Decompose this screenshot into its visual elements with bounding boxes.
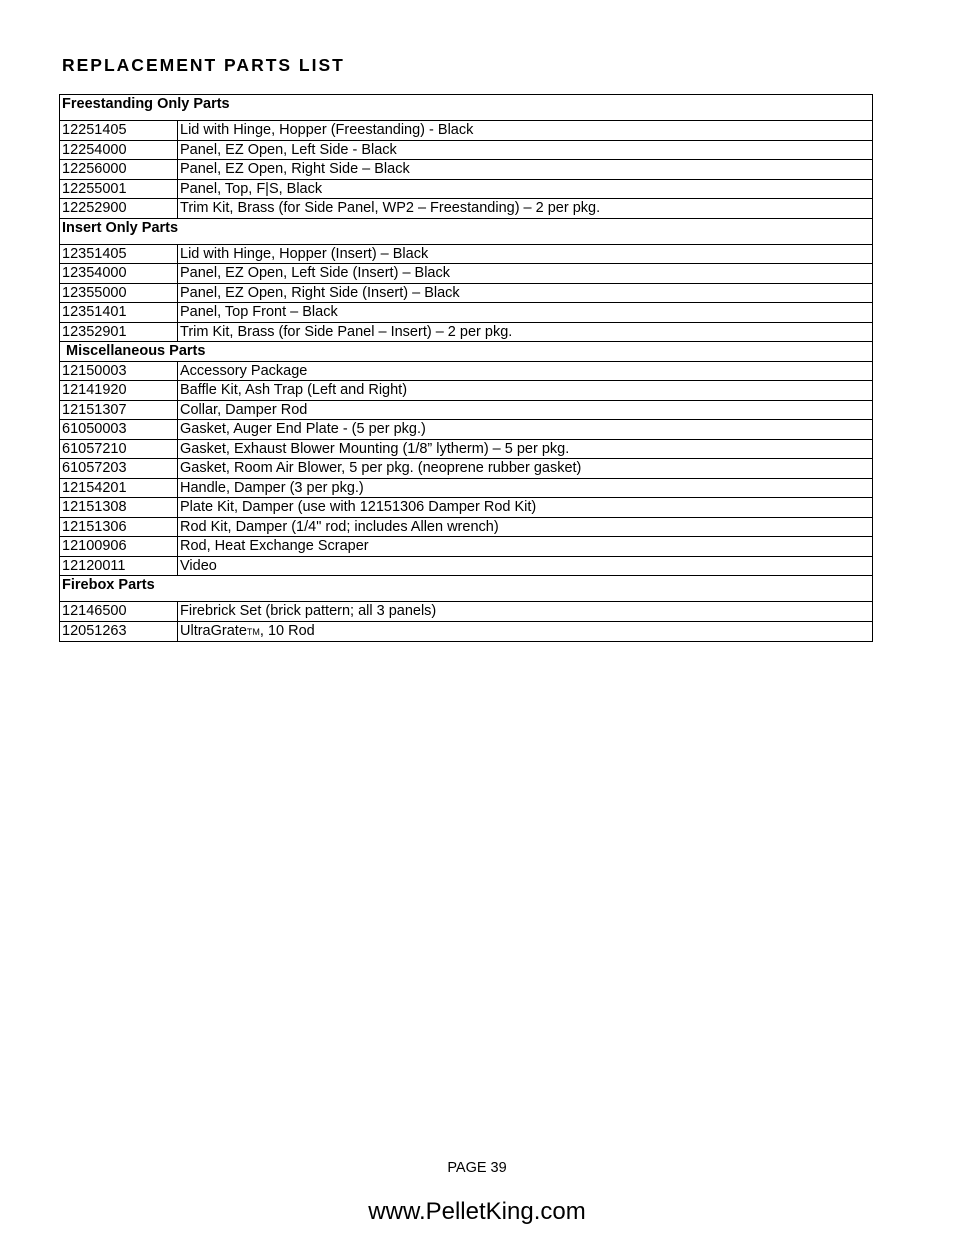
part-number: 12151306: [60, 517, 178, 537]
part-description: Lid with Hinge, Hopper (Insert) – Black: [178, 244, 873, 264]
table-row: [60, 517, 873, 537]
part-number: 61050003: [60, 420, 178, 440]
table-row: [60, 459, 873, 479]
section-title: Freestanding Only Parts: [60, 95, 873, 121]
section-title: Insert Only Parts: [60, 218, 873, 244]
table-row: [60, 400, 873, 420]
part-number: 12255001: [60, 179, 178, 199]
part-number: 12256000: [60, 160, 178, 180]
part-number: 12351401: [60, 303, 178, 323]
table-row: [60, 264, 873, 284]
table-row: [60, 303, 873, 323]
part-number: 12352901: [60, 322, 178, 342]
page-number: PAGE 39: [447, 1160, 507, 1176]
part-number: 12354000: [60, 264, 178, 284]
table-row: [60, 602, 873, 622]
trademark-mark: TM: [246, 626, 260, 637]
part-description-name: UltraGrate: [180, 622, 247, 639]
part-description: Trim Kit, Brass (for Side Panel – Insert) – 2 per pkg.: [178, 322, 873, 342]
section-title: Miscellaneous Parts: [60, 342, 873, 362]
part-number: 12150003: [60, 361, 178, 381]
part-description: Gasket, Exhaust Blower Mounting (1/8” lytherm) – 5 per pkg.: [178, 439, 873, 459]
section-header-freestanding: [60, 95, 873, 121]
table-row: [60, 556, 873, 576]
table-row: [60, 361, 873, 381]
table-row: [60, 381, 873, 401]
part-description: Panel, EZ Open, Right Side (Insert) – Black: [178, 283, 873, 303]
part-description: Collar, Damper Rod: [178, 400, 873, 420]
part-number: 12146500: [60, 602, 178, 622]
part-description: Gasket, Auger End Plate - (5 per pkg.): [178, 420, 873, 440]
table-row: [60, 478, 873, 498]
table-row: [60, 420, 873, 440]
part-description: Panel, EZ Open, Right Side – Black: [178, 160, 873, 180]
part-description: Plate Kit, Damper (use with 12151306 Damper Rod Kit): [178, 498, 873, 518]
part-number: 12151307: [60, 400, 178, 420]
part-description: Panel, EZ Open, Left Side (Insert) – Black: [178, 264, 873, 284]
table-row: [60, 537, 873, 557]
table-row: [60, 322, 873, 342]
table-row: [60, 179, 873, 199]
part-number: 12100906: [60, 537, 178, 557]
website-url: www.PelletKing.com: [368, 1198, 586, 1225]
table-row: [60, 439, 873, 459]
part-number: 12355000: [60, 283, 178, 303]
page-title: REPLACEMENT PARTS LIST: [62, 55, 345, 75]
table-row: [60, 160, 873, 180]
part-number: 12251405: [60, 121, 178, 141]
section-header-miscellaneous: [60, 342, 873, 362]
part-number: 61057203: [60, 459, 178, 479]
table-row: [60, 244, 873, 264]
part-description: Panel, Top, F|S, Black: [178, 179, 873, 199]
part-description: Firebrick Set (brick pattern; all 3 panels): [178, 602, 873, 622]
part-number: 12141920: [60, 381, 178, 401]
part-number: 12254000: [60, 140, 178, 160]
part-description: Accessory Package: [178, 361, 873, 381]
part-number: 61057210: [60, 439, 178, 459]
table-row: [60, 140, 873, 160]
section-header-firebox: [60, 576, 873, 602]
part-number: 12120011: [60, 556, 178, 576]
part-description: Panel, EZ Open, Left Side - Black: [178, 140, 873, 160]
part-number: 12351405: [60, 244, 178, 264]
table-row: [60, 498, 873, 518]
parts-table: [59, 94, 873, 642]
section-header-insert: [60, 218, 873, 244]
part-description: Panel, Top Front – Black: [178, 303, 873, 323]
table-row: [60, 621, 873, 642]
part-number: 12154201: [60, 478, 178, 498]
part-number: 12051263: [60, 621, 178, 642]
part-description: Rod, Heat Exchange Scraper: [178, 537, 873, 557]
part-description-suffix: , 10 Rod: [259, 622, 315, 639]
part-description: Video: [178, 556, 873, 576]
part-description: [178, 621, 873, 642]
table-row: [60, 199, 873, 219]
part-number: 12151308: [60, 498, 178, 518]
section-title: Firebox Parts: [60, 576, 873, 602]
part-description: Gasket, Room Air Blower, 5 per pkg. (neoprene rubber gasket): [178, 459, 873, 479]
part-number: 12252900: [60, 199, 178, 219]
part-description: Trim Kit, Brass (for Side Panel, WP2 – Freestanding) – 2 per pkg.: [178, 199, 873, 219]
table-row: [60, 121, 873, 141]
part-description: Baffle Kit, Ash Trap (Left and Right): [178, 381, 873, 401]
table-row: [60, 283, 873, 303]
part-description: Lid with Hinge, Hopper (Freestanding) - Black: [178, 121, 873, 141]
part-description: Handle, Damper (3 per pkg.): [178, 478, 873, 498]
part-description: Rod Kit, Damper (1/4" rod; includes Allen wrench): [178, 517, 873, 537]
